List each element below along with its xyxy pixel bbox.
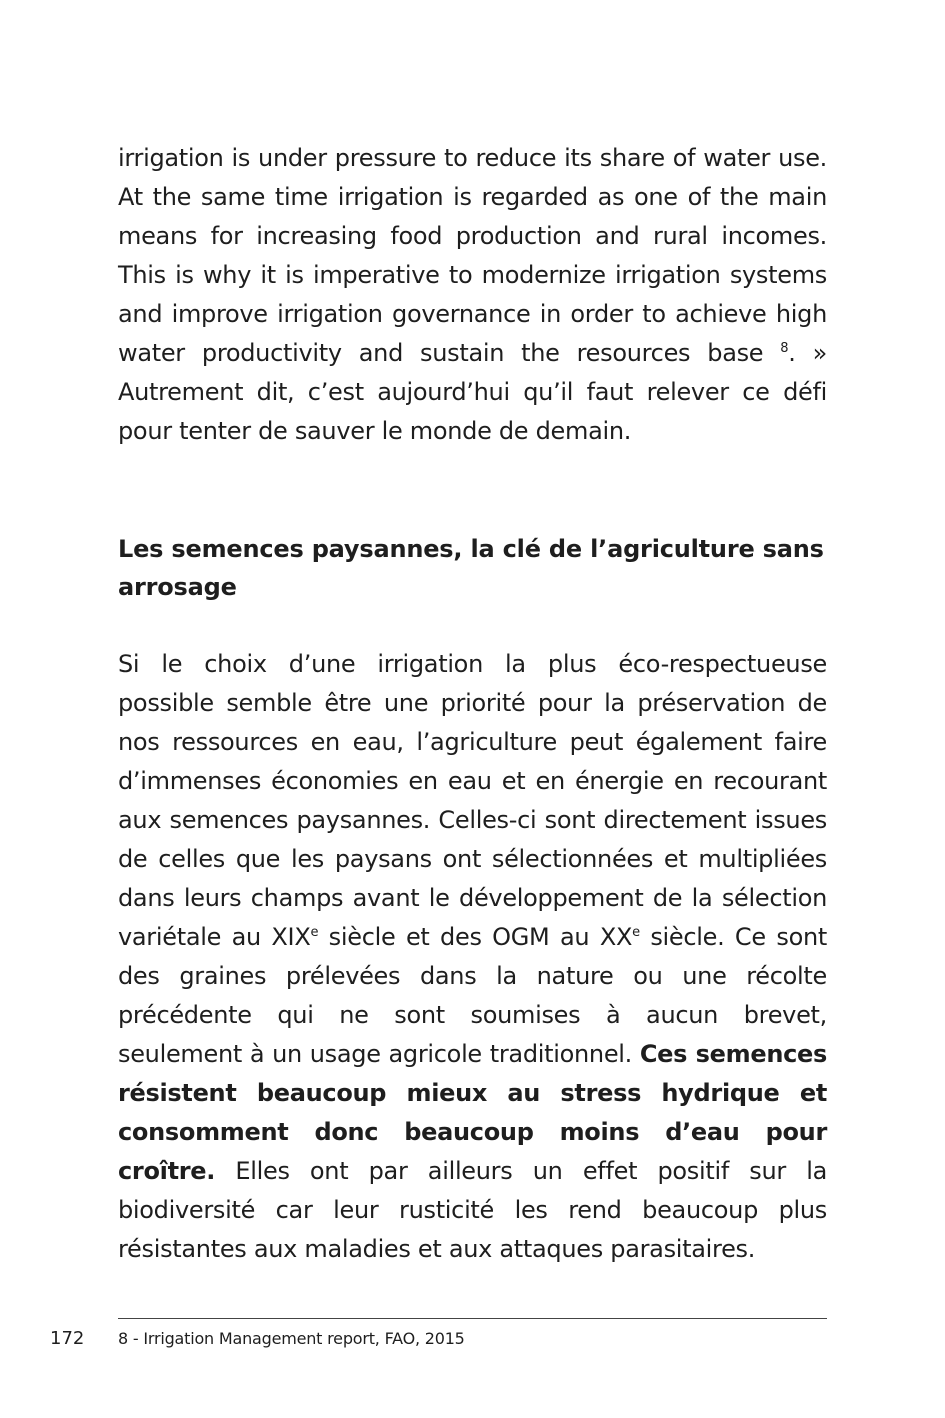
footnote: 8 - Irrigation Management report, FAO, 2015 [118,1329,465,1348]
paragraph-text-segment: Si le choix d’une irrigation la plus éco-respectueuse possible semble être une priorité pour la préservation de nos ressources en eau, l’agriculture peut également faire d’immenses économies en eau et en énergie en recourant aux semences paysannes. Celles-ci sont directement issues de celles que les paysans ont sélectionnées et multipliées dans leurs champs avant le développement de la sélection variétale au XIX [118,650,827,951]
paragraph-text-segment: . » Autrement dit, c’est aujourd’hui qu’il faut relever ce défi pour tenter de sauver le monde de demain. [118,339,827,445]
paragraph-text [118,139,827,451]
superscript-e: e [310,925,319,940]
paragraph-text-segment: siècle. Ce sont des graines prélevées dans la nature ou une récolte précédente qui ne sont soumises à aucun brevet, seulement à un usage agricole traditionnel. [118,923,827,1068]
section-heading: Les semences paysannes, la clé de l’agriculture sans arrosage [118,535,824,601]
body-paragraph [118,645,827,1269]
footnote-divider [118,1318,827,1319]
paragraph-text-segment: Elles ont par ailleurs un effet positif sur la biodiversité car leur rusticité les rend beaucoup plus résistantes aux maladies et aux attaques parasitaires. [118,1157,827,1263]
paragraph-text-segment: siècle et des OGM au XX [318,923,633,951]
page-number: 172 [50,1328,85,1349]
footnote-reference[interactable]: 8 [780,341,789,356]
body-paragraph [118,139,827,451]
paragraph-text [118,645,827,1269]
paragraph-text-segment: irrigation is under pressure to reduce its share of water use. At the same time irrigation is regarded as one of the main means for increasing food production and rural incomes. This is why it is imperative to modernize irrigation systems and improve irrigation governance in order to achieve high water productivity and sustain the resources base [118,144,827,367]
bold-emphasis: Ces semences résistent beaucoup mieux au stress hydrique et consomment donc beaucoup moins d’eau pour croître. [118,1040,827,1185]
superscript-e: e [632,925,640,940]
